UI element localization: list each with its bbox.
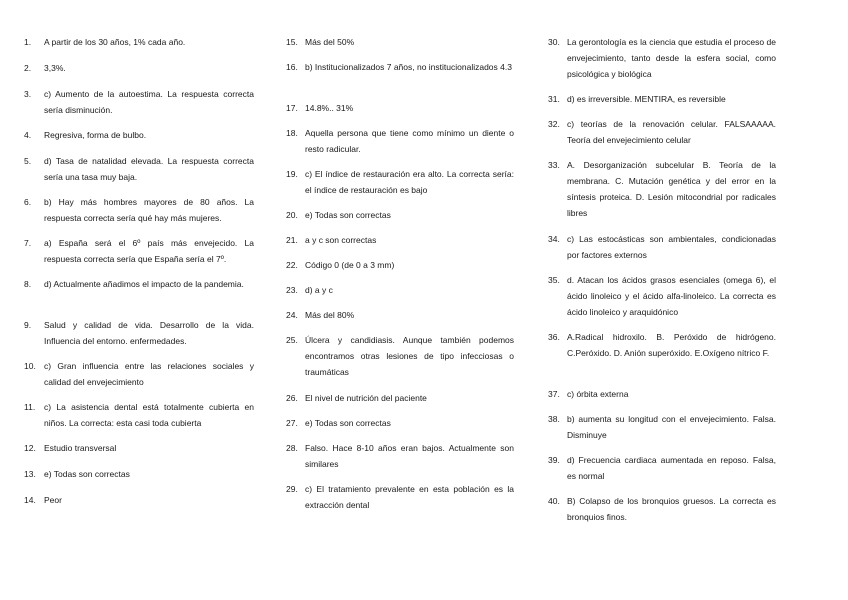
list-item (24, 194, 254, 235)
item-text: A.Radical hidroxilo. B. Peróxido de hidrógeno. C.Peróxido. D. Anión superóxido. E.Oxígeno nítrico F. (567, 332, 776, 358)
item-number: 8. (24, 279, 32, 289)
item-text: a) España será el 6º país más envejecido. La respuesta correcta sería que España sería el 7º. (44, 238, 254, 264)
list-item (286, 166, 514, 207)
list-item (548, 272, 776, 329)
item-number: 40. (548, 496, 560, 506)
item-text: c) La asistencia dental está totalmente cubierta en niños. La correcta: esta casi toda cubierta (44, 402, 254, 428)
item-number: 21. (286, 235, 298, 245)
item-text: e) Todas son correctas (44, 469, 130, 479)
item-number: 4. (24, 130, 32, 140)
list-item (286, 125, 514, 166)
item-number: 12. (24, 443, 36, 453)
list-item (286, 232, 514, 257)
item-number: 1. (24, 37, 32, 47)
item-text: e) Todas son correctas (305, 210, 391, 220)
item-text: d. Atacan los ácidos grasos esenciales (omega 6), el ácido linoleico y el ácido alfa-linoleico. La correcta es ácido linoleico y araquidónico (567, 275, 776, 317)
item-text: c) El tratamiento prevalente en esta población es la extracción dental (305, 484, 514, 510)
list-item (286, 440, 514, 481)
item-text: c) Las estocásticas son ambientales, condicionadas por factores externos (567, 234, 776, 260)
item-text: El nivel de nutrición del paciente (305, 393, 427, 403)
item-number: 19. (286, 169, 298, 179)
list-item (548, 411, 776, 452)
list-item (24, 60, 254, 86)
column-3 (548, 34, 776, 534)
list-item (24, 317, 254, 358)
item-text: Código 0 (de 0 a 3 mm) (305, 260, 395, 270)
item-number: 34. (548, 234, 560, 244)
list-item (548, 231, 776, 272)
list-item (24, 34, 254, 60)
item-number: 6. (24, 197, 32, 207)
item-number: 3. (24, 89, 32, 99)
item-number: 14. (24, 495, 36, 505)
item-text: La gerontología es la ciencia que estudia el proceso de envejecimiento, tanto desde la esfera social, como psicológica y biológica (567, 37, 776, 79)
item-number: 23. (286, 285, 298, 295)
item-text: e) Todas son correctas (305, 418, 391, 428)
item-text: 3,3%. (44, 63, 66, 73)
item-number: 32. (548, 119, 560, 129)
item-number: 2. (24, 63, 32, 73)
item-number: 26. (286, 393, 298, 403)
item-number: 25. (286, 335, 298, 345)
item-number: 20. (286, 210, 298, 220)
item-number: 31. (548, 94, 560, 104)
item-number: 37. (548, 389, 560, 399)
item-text: Salud y calidad de vida. Desarrollo de la vida. Influencia del entorno. enfermedades. (44, 320, 254, 346)
list-item (286, 257, 514, 282)
item-text: c) teorías de la renovación celular. FALSAAAAA. Teoría del envejecimiento celular (567, 119, 776, 145)
list-item (548, 157, 776, 231)
item-text: c) Aumento de la autoestima. La respuesta correcta sería disminución. (44, 89, 254, 115)
item-number: 35. (548, 275, 560, 285)
item-text: c) órbita externa (567, 389, 629, 399)
list-item (548, 34, 776, 91)
item-number: 38. (548, 414, 560, 424)
item-number: 22. (286, 260, 298, 270)
item-number: 27. (286, 418, 298, 428)
list-item (548, 116, 776, 157)
item-text: A. Desorganización subcelular B. Teoría de la membrana. C. Mutación genética y del error en la síntesis proteica. D. Lesión mitocondrial por radicales libres (567, 160, 776, 218)
item-number: 15. (286, 37, 298, 47)
item-text: A partir de los 30 años, 1% cada año. (44, 37, 186, 47)
item-text: Aquella persona que tiene como mínimo un diente o resto radicular. (305, 128, 514, 154)
item-number: 36. (548, 332, 560, 342)
item-number: 5. (24, 156, 32, 166)
item-text: 14.8%.. 31% (305, 103, 354, 113)
list-item (286, 390, 514, 415)
list-item (548, 386, 776, 411)
item-text: Falso. Hace 8-10 años eran bajos. Actualmente son similares (305, 443, 514, 469)
list-item (286, 307, 514, 332)
list-item (24, 86, 254, 127)
list-item (548, 329, 776, 386)
list-item (286, 415, 514, 440)
item-number: 10. (24, 361, 36, 371)
list-item (548, 493, 776, 534)
item-text: d) Frecuencia cardiaca aumentada en reposo. Falsa, es normal (567, 455, 776, 481)
list-item (24, 276, 254, 317)
item-number: 39. (548, 455, 560, 465)
item-text: d) a y c (305, 285, 333, 295)
list-item (548, 452, 776, 493)
item-text: Regresiva, forma de bulbo. (44, 130, 147, 140)
item-text: d) Tasa de natalidad elevada. La respuesta correcta sería una tasa muy baja. (44, 156, 254, 182)
item-text: d) es irreversible. MENTIRA, es reversible (567, 94, 726, 104)
list-item (24, 358, 254, 399)
item-number: 28. (286, 443, 298, 453)
item-text: Peor (44, 495, 62, 505)
column-1 (24, 34, 254, 518)
item-number: 30. (548, 37, 560, 47)
item-number: 7. (24, 238, 32, 248)
list-item (286, 34, 514, 59)
item-text: Más del 80% (305, 310, 355, 320)
item-text: d) Actualmente añadimos el impacto de la pandemia. (44, 279, 244, 289)
item-text: c) Gran influencia entre las relaciones sociales y calidad del envejecimiento (44, 361, 254, 387)
list-item (24, 153, 254, 194)
list-item (286, 282, 514, 307)
item-text: b) Institucionalizados 7 años, no institucionalizados 4.3 (305, 62, 512, 72)
list-item (24, 127, 254, 153)
list-item (24, 492, 254, 518)
item-text: Úlcera y candidiasis. Aunque también podemos encontramos otras lesiones de tipo infecciosas o traumáticas (305, 335, 514, 377)
item-number: 24. (286, 310, 298, 320)
list-item (24, 466, 254, 492)
item-text: B) Colapso de los bronquios gruesos. La correcta es bronquios finos. (567, 496, 776, 522)
list-item (24, 399, 254, 440)
item-text: a y c son correctas (305, 235, 377, 245)
column-2 (286, 34, 514, 522)
list-item (286, 207, 514, 232)
item-number: 29. (286, 484, 298, 494)
list-item (286, 100, 514, 125)
list-item (24, 440, 254, 466)
item-number: 17. (286, 103, 298, 113)
list-item (286, 59, 514, 100)
list-item (286, 481, 514, 522)
list-item (548, 91, 776, 116)
list-item (286, 332, 514, 390)
item-text: Estudio transversal (44, 443, 117, 453)
item-number: 18. (286, 128, 298, 138)
item-number: 13. (24, 469, 36, 479)
item-text: c) El índice de restauración era alto. La correcta sería: el índice de restauración es bajo (305, 169, 514, 195)
item-number: 33. (548, 160, 560, 170)
item-text: b) aumenta su longitud con el envejecimiento. Falsa. Disminuye (567, 414, 776, 440)
item-text: Más del 50% (305, 37, 355, 47)
item-number: 11. (24, 402, 36, 412)
item-number: 9. (24, 320, 32, 330)
item-number: 16. (286, 62, 298, 72)
item-text: b) Hay más hombres mayores de 80 años. La respuesta correcta sería qué hay más mujeres. (44, 197, 254, 223)
list-item (24, 235, 254, 276)
